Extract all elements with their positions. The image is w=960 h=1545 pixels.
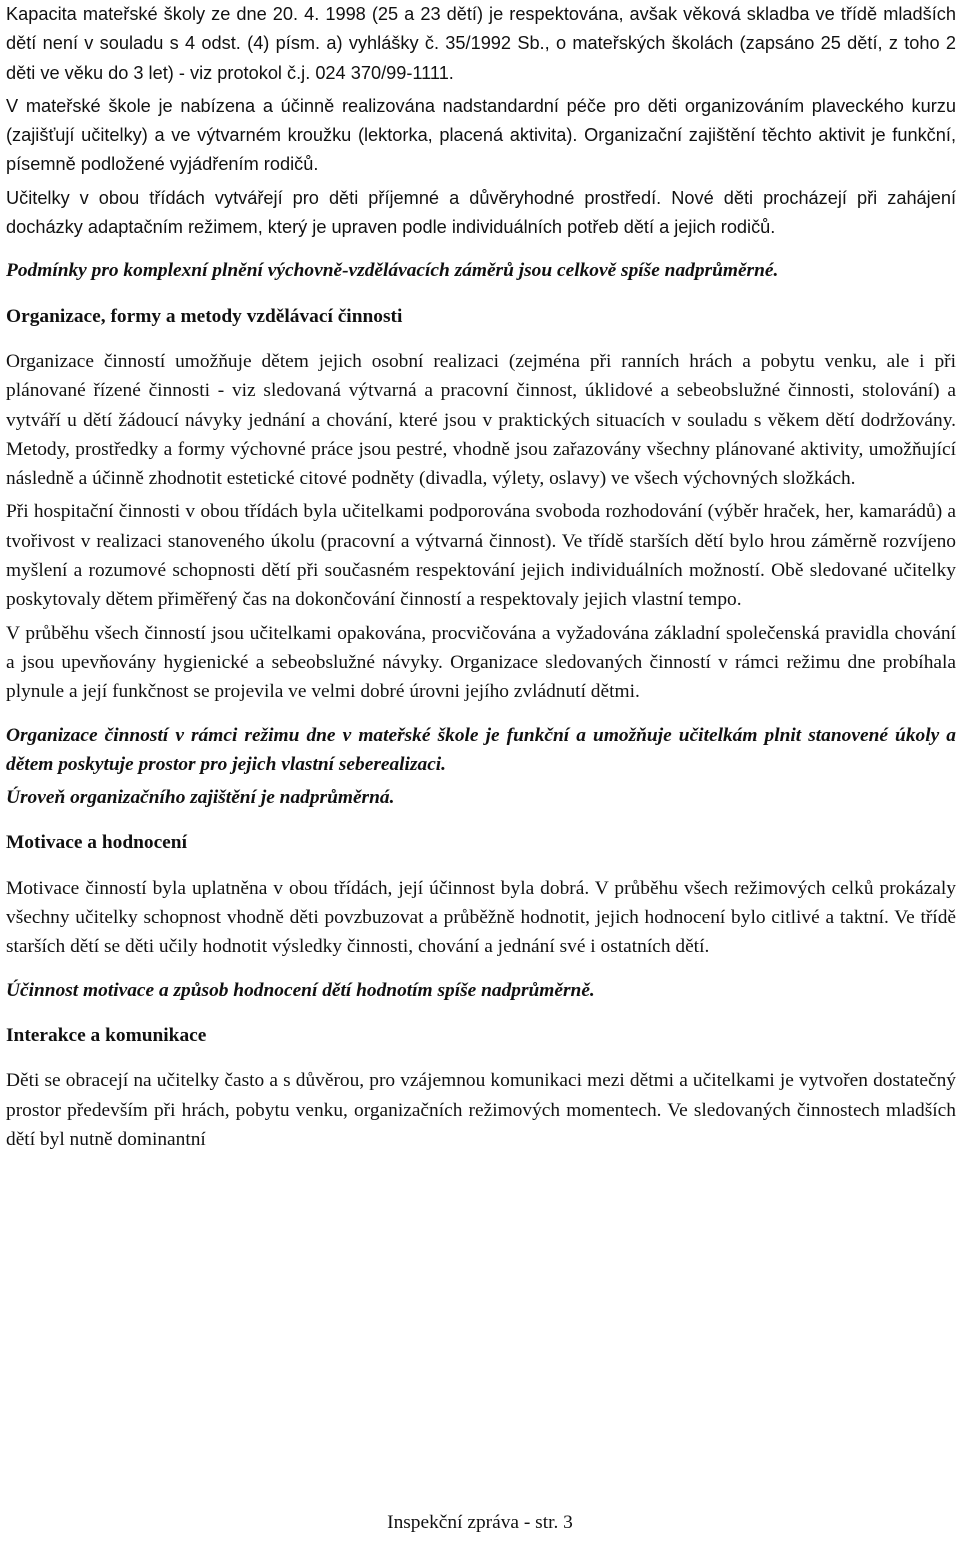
paragraph-capacity: Kapacita mateřské školy ze dne 20. 4. 1998 (25 a 23 dětí) je respektována, avšak věková skladba ve třídě mladších dětí není v souladu s 4 odst. (4) písm. a) vyhlášky č. 35/1992 Sb., o mateřských školách (zapsáno 25 dětí, z toho 2 děti ve věku do 3 let) - viz protokol č.j. 024 370/99-1111. <box>6 4 956 83</box>
heading-motivation: Motivace a hodnocení <box>6 832 187 854</box>
conclusion-motivation: Účinnost motivace a způsob hodnocení dětí hodnotím spíše nadprůměrně. <box>6 979 595 1001</box>
paragraph-organization: Organizace činností umožňuje dětem jejich osobní realizaci (zejména při ranních hrách a pobytu venku, ale i při plánované řízené činnosti - viz sledovaná výtvarná a pracovní činnost, úklidové a sebeobslužné činnosti, stolování) a vytváří u dětí žádoucí návyky jednání a chování, které jsou v praktických situacích v souladu s věkem dětí dodržovány. Metody, prostředky a formy výchovné práce jsou pestré, vhodně jsou zařazovány všechny plánované aktivity, umožňující následně a účinně zhodnotit estetické citové podněty (divadla, výlety, oslavy) ve všech výchovných složkách. <box>6 350 956 490</box>
paragraph-rules: V průběhu všech činností jsou učitelkami opakována, procvičována a vyžadována základní společenská pravidla chování a jsou upevňovány hygienické a sebeobslužné návyky. Organizace sledovaných činností v rámci režimu dne probíhala plynule a její funkčnost se projevila ve velmi dobré úrovni jejího zvládnutí dětmi. <box>6 622 956 703</box>
paragraph-motivation: Motivace činností byla uplatněna v obou třídách, její účinnost byla dobrá. V průběhu všech režimových celků prokázaly všechny učitelky schopnost vhodně děti povzbuzovat a průběžně hodnotit, jejich hodnocení bylo citlivé a taktní. Ve třídě starších dětí se děti učily hodnotit výsledky činnosti, chování a jednání své i ostatních dětí. <box>6 877 956 958</box>
conclusion-conditions: Podmínky pro komplexní plnění výchovně-vzdělávacích záměrů jsou celkově spíše nadprůměrné. <box>6 260 779 282</box>
paragraph-interaction: Děti se obracejí na učitelky často a s důvěrou, pro vzájemnou komunikaci mezi dětmi a učitelkami je vytvořen dostatečný prostor především při hrách, pobytu venku, organizačních režimových momentech. Ve sledovaných činnostech mladších dětí byl nutně dominantní <box>6 1070 956 1150</box>
heading-interaction: Interakce a komunikace <box>6 1024 207 1046</box>
conclusion-organization: Organizace činností v rámci režimu dne v mateřské škole je funkční a umožňuje učitelkám plnit stanovené úkoly a dětem poskytuje prostor pro jejich vlastní seberealizaci. <box>6 724 956 775</box>
document-page <box>6 0 956 1154</box>
paragraph-inspection: Při hospitační činnosti v obou třídách byla učitelkami podporována svoboda rozhodování (výběr hraček, her, kamarádů) a tvořivost v realizaci stanoveného úkolu (pracovní a výtvarná činnost). Ve třídě starších dětí bylo hrou záměrně rozvíjeno myšlení a rozumové schopnosti dětí při současném respektování jejich individuálních možností. Obě sledované učitelky poskytovaly dětem přiměřený čas na dokončování činností a respektovaly jejich vlastní tempo. <box>6 501 956 611</box>
page-footer <box>0 1512 960 1534</box>
conclusion-level: Úroveň organizačního zajištění je nadprůměrná. <box>6 787 395 809</box>
heading-organization: Organizace, formy a metody vzdělávací činnosti <box>6 305 403 327</box>
paragraph-above-standard-care: V mateřské škole je nabízena a účinně realizována nadstandardní péče pro děti organizováním plaveckého kurzu (zajišťují učitelky) a ve výtvarném kroužku (lektorka, placená aktivita). Organizační zajištění těchto aktivit je funkční, písemně podložené vyjádřením rodičů. <box>6 95 956 175</box>
paragraph-teachers-environment: Učitelky v obou třídách vytvářejí pro děti příjemné a důvěryhodné prostředí. Nové děti procházejí při zahájení docházky adaptačním režimem, který je upraven podle individuálních potřeb dětí a jejich rodičů. <box>6 187 956 238</box>
page-number-label: Inspekční zpráva - str. 3 <box>387 1512 573 1533</box>
